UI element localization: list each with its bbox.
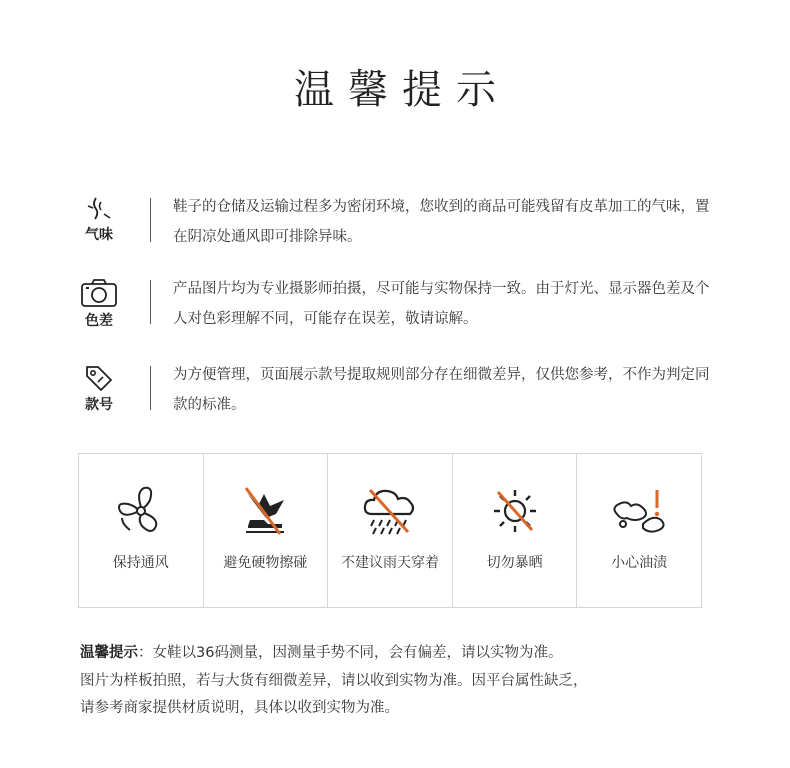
- care-label: 不建议雨天穿着: [340, 555, 439, 571]
- care-label: 小心油渍: [611, 555, 668, 571]
- footer-line-3: 请参考商家提供材质说明，具体以收到实物为准。: [80, 700, 399, 716]
- footer-lead: 温馨提示: [80, 645, 138, 661]
- no-sun-icon: [488, 484, 542, 538]
- note-label: 款号: [85, 397, 113, 413]
- note-icon-box: [78, 278, 120, 330]
- footer-line-1: [80, 640, 720, 668]
- note-icon-box: [78, 196, 120, 244]
- footer-line-2: 图片为样板拍照，若与大货有细微差异，请以收到实物为准。因平台属性缺乏，: [80, 672, 588, 689]
- note-color-difference: [78, 278, 718, 348]
- note-smell: [78, 196, 718, 266]
- care-label: 切勿暴晒: [486, 555, 543, 571]
- care-label: 避免硬物擦碰: [223, 555, 308, 571]
- no-hard-object-icon: [238, 484, 292, 538]
- no-rain-icon: [360, 484, 420, 538]
- note-icon-box: [78, 364, 120, 414]
- camera-icon: [80, 278, 118, 308]
- care-item-ventilate: [79, 454, 204, 607]
- note-style-number: [78, 364, 718, 434]
- care-item-no-rain: [328, 454, 453, 607]
- note-label: 气味: [85, 227, 113, 243]
- note-text: 鞋子的仓储及运输过程多为密闭环境，您收到的商品可能残留有皮革加工的气味，置在阴凉处通风即可排除异味。: [173, 199, 710, 245]
- care-item-avoid-hard-objects: [204, 454, 329, 607]
- note-text: 产品图片均为专业摄影师拍摄，尽可能与实物保持一致。由于灯光、显示器色差及个人对色彩理解不同，可能存在误差，敬请谅解。: [173, 281, 710, 327]
- divider: [150, 366, 151, 410]
- fan-icon: [114, 484, 168, 538]
- care-item-oil-stain: [577, 454, 701, 607]
- page-title: 温馨提示: [294, 67, 510, 113]
- footer-line-1-text: ：女鞋以36码测量，因测量手势不同，会有偏差，请以实物为准。: [138, 645, 563, 661]
- divider: [150, 280, 151, 324]
- footer-notice: [80, 640, 720, 723]
- care-instructions-grid: [78, 453, 702, 608]
- tag-icon: [84, 364, 114, 392]
- care-label: 保持通风: [112, 555, 169, 571]
- note-label: 色差: [85, 313, 113, 329]
- divider: [150, 198, 151, 242]
- care-item-no-sun: [453, 454, 578, 607]
- note-text: 为方便管理，页面展示款号提取规则部分存在细微差异，仅供您参考，不作为判定同款的标准。: [173, 367, 710, 413]
- smell-icon: [84, 196, 114, 222]
- oil-stain-icon: [609, 484, 669, 538]
